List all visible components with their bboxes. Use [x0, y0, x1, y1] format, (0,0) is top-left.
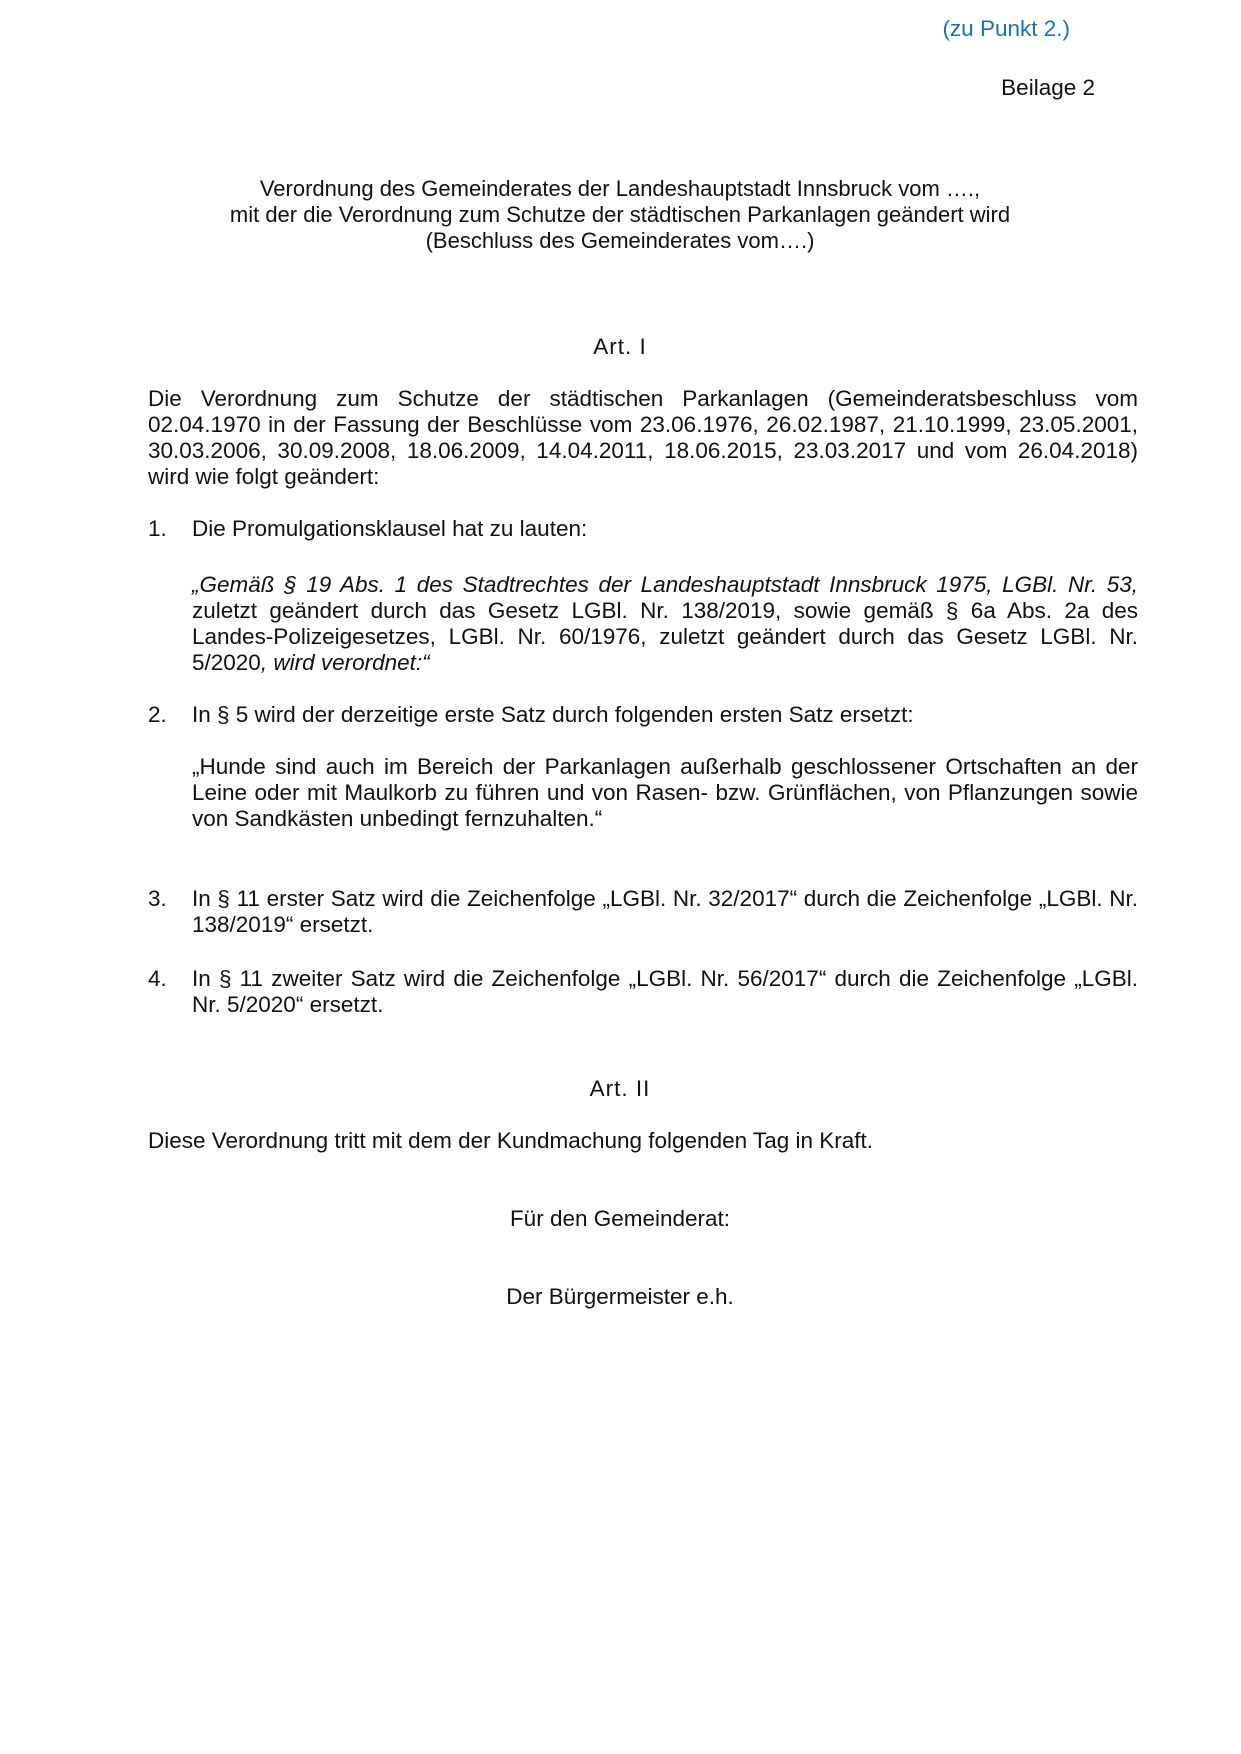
list-item-number: 4. — [148, 966, 167, 991]
attachment-label: Beilage 2 — [1001, 75, 1095, 100]
signoff-mayor: Der Bürgermeister e.h. — [506, 1284, 734, 1309]
list-item-text: In § 11 zweiter Satz wird die Zeichenfolge „LGBl. Nr. 56/2017“ durch die Zeichenfolge „LGBl. Nr. 5/2020“ ersetzt. — [192, 966, 1138, 1017]
list-item-number: 3. — [148, 886, 167, 911]
article-1-intro: Die Verordnung zum Schutze der städtischen Parkanlagen (Gemeinderatsbeschluss vom 02.04.1970 in der Fassung der Beschlüsse vom 23.06.1976, 26.02.1987, 21.10.1999, 23.05.2001, 30.03.2006, 30.09.2008, 18.06.2009, 14.04.2011, 18.06.2015, 23.03.2017 und vom 26.04.2018) wird wie folgt geändert: — [148, 386, 1138, 489]
list-item-text: Die Promulgationsklausel hat zu lauten: — [192, 516, 588, 541]
article-2-heading: Art. II — [589, 1076, 651, 1101]
title-line-3: (Beschluss des Gemeinderates vom….) — [425, 228, 815, 253]
list-item-text: In § 11 erster Satz wird die Zeichenfolge „LGBl. Nr. 32/2017“ durch die Zeichenfolge „LGBl. Nr. 138/2019“ ersetzt. — [192, 886, 1138, 937]
signoff-council: Für den Gemeinderat: — [509, 1206, 731, 1231]
quote-regular: zuletzt geändert durch das Gesetz LGBl. Nr. 138/2019, sowie gemäß § 6a Abs. 2a des Landes-Polizeigesetzes, LGBl. Nr. 60/1976, zuletzt geändert durch das Gesetz LGBl. Nr. 5/2020 — [192, 598, 1138, 675]
promulgation-clause-quote — [192, 572, 1138, 676]
list-item-number: 2. — [148, 702, 167, 727]
dog-rule-quote: „Hunde sind auch im Bereich der Parkanlagen außerhalb geschlossener Ortschaften an der Leine oder mit Maulkorb zu führen und von Rasen- bzw. Grünflächen, von Pflanzungen sowie von Sandkästen unbedingt fernzuhalten.“ — [192, 754, 1138, 831]
reference-note: (zu Punkt 2.) — [942, 16, 1070, 41]
title-line-2: mit der die Verordnung zum Schutze der städtischen Parkanlagen geändert wird — [229, 202, 1011, 227]
title-line-1: Verordnung des Gemeinderates der Landeshauptstadt Innsbruck vom …., — [259, 176, 981, 201]
document-title — [150, 176, 1090, 254]
list-item-number: 1. — [148, 516, 167, 541]
article-2-text: Diese Verordnung tritt mit dem der Kundmachung folgenden Tag in Kraft. — [148, 1128, 874, 1153]
quote-italic-end: , wird verordnet:“ — [260, 650, 430, 675]
list-item-text: In § 5 wird der derzeitige erste Satz durch folgenden ersten Satz ersetzt: — [192, 702, 914, 727]
quote-italic-start: „Gemäß § 19 Abs. 1 des Stadtrechtes der Landeshauptstadt Innsbruck 1975, LGBl. Nr. 53, — [192, 572, 1138, 597]
article-1-heading: Art. I — [593, 334, 647, 359]
